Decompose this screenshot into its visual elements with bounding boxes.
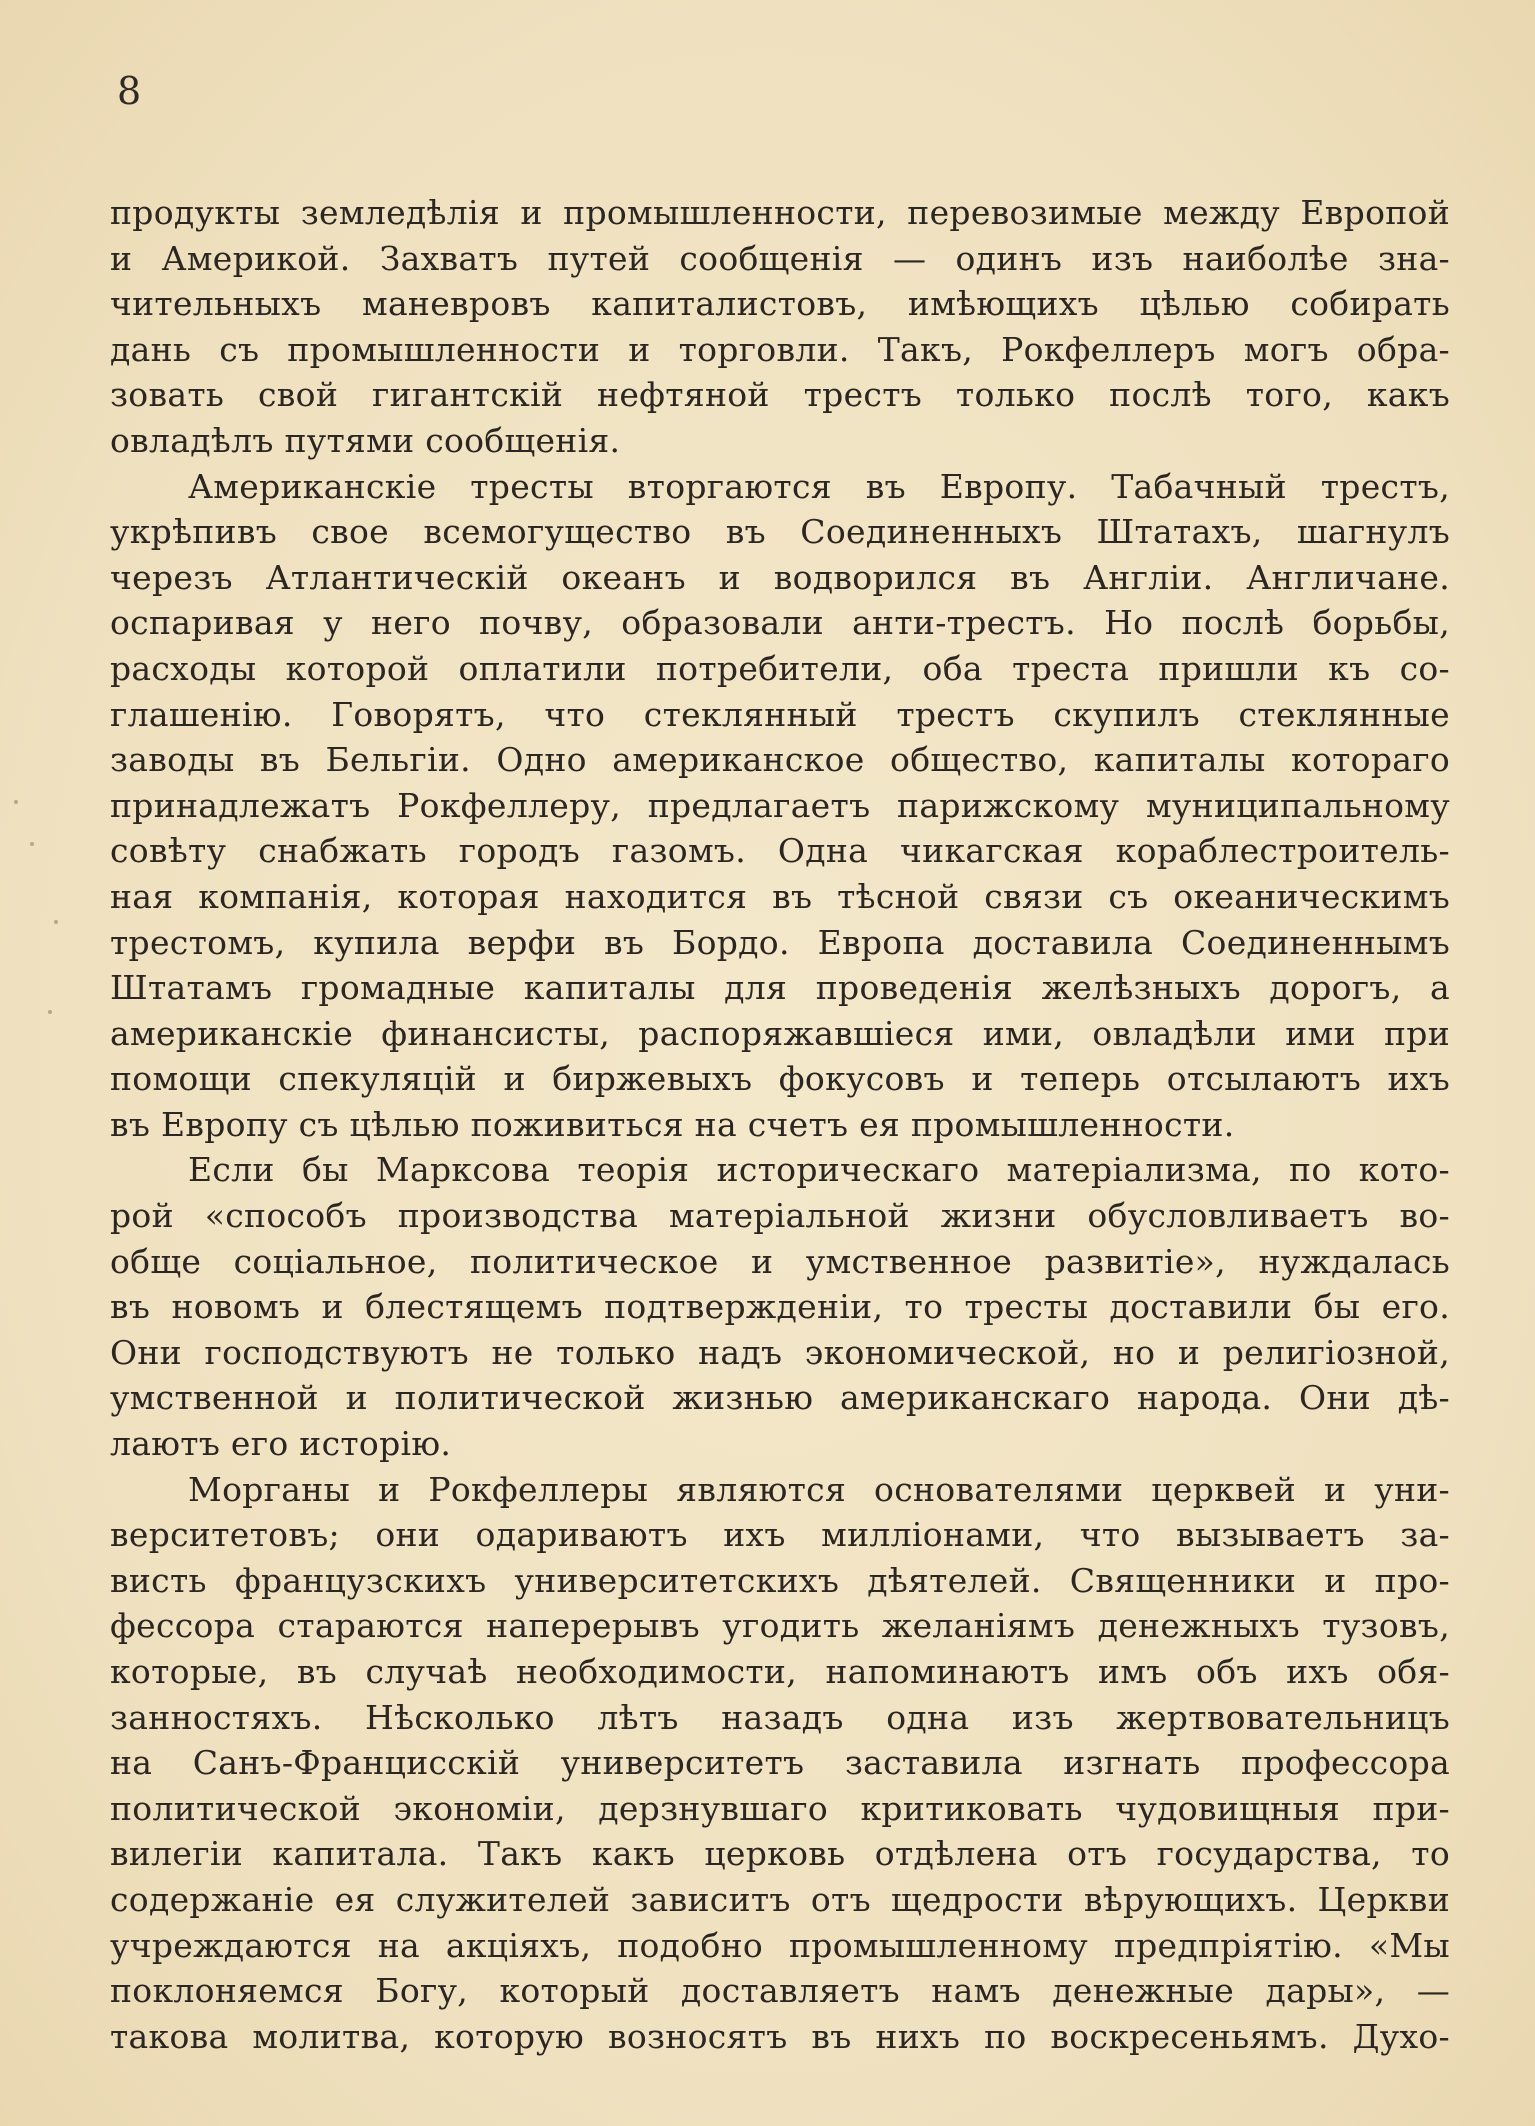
text-line: совѣту снабжать городъ газомъ. Одна чикагская кораблестроитель- xyxy=(110,831,1450,871)
text-line: зовать свой гигантскій нефтяной трестъ только послѣ того, какъ xyxy=(110,375,1450,415)
text-line: продукты земледѣлія и промышленности, перевозимые между Европой xyxy=(110,193,1450,232)
text-line: американскіе финансисты, распоряжавшіеся ими, овладѣли ими при xyxy=(110,1013,1450,1053)
text-line: расходы которой оплатили потребители, оба треста пришли къ со- xyxy=(110,648,1450,688)
text-line: Они господствуютъ не только надъ экономической, но и религіозной, xyxy=(110,1332,1450,1372)
text-line: помощи спекуляцій и биржевыхъ фокусовъ и теперь отсылаютъ ихъ xyxy=(110,1059,1450,1099)
text-line: дань съ промышленности и торговли. Такъ, Рокфеллеръ могъ обра- xyxy=(110,329,1450,369)
paper-speck xyxy=(48,1010,52,1014)
body-text xyxy=(110,190,1450,2059)
text-line: которые, въ случаѣ необходимости, напоминаютъ имъ объ ихъ обя- xyxy=(110,1652,1450,1691)
text-line: поклоняемся Богу, который доставляетъ намъ денежные дары», — xyxy=(110,1971,1450,2011)
text-line: оспаривая у него почву, образовали анти-трестъ. Но послѣ борьбы, xyxy=(110,603,1450,643)
paper-speck xyxy=(14,800,18,804)
text-line: ная компанія, которая находится въ тѣсной связи съ океаническимъ xyxy=(110,876,1450,916)
text-line: чительныхъ маневровъ капиталистовъ, имѣющихъ цѣлью собирать xyxy=(110,284,1450,324)
text-line: овладѣлъ путями сообщенія. xyxy=(110,420,621,460)
text-line: Штатамъ громадные капиталы для проведенія желѣзныхъ дорогъ, а xyxy=(110,968,1450,1008)
page-number: 8 xyxy=(117,69,142,113)
text-line: черезъ Атлантическій океанъ и водворился въ Англіи. Англичане. xyxy=(110,557,1450,597)
text-line: глашенію. Говорятъ, что стеклянный трестъ скупилъ стеклянные xyxy=(110,694,1450,734)
paper-speck xyxy=(30,842,34,846)
paper-speck xyxy=(54,920,58,924)
paragraph-start: Морганы и Рокфеллеры являются основателями церквей и уни- xyxy=(188,1469,1450,1509)
paragraph-start: Американскіе тресты вторгаются въ Европу. Табачный трестъ, xyxy=(188,466,1450,506)
text-line: содержаніе ея служителей зависитъ отъ щедрости вѣрующихъ. Церкви xyxy=(110,1879,1450,1919)
text-line: такова молитва, которую возносятъ въ нихъ по воскресеньямъ. Духо- xyxy=(110,2016,1450,2056)
text-line: лаютъ его исторію. xyxy=(110,1424,452,1464)
text-line: политической экономіи, дерзнувшаго критиковать чудовищныя при- xyxy=(110,1788,1450,1828)
text-line: обще соціальное, политическое и умственное развитіе», нуждалась xyxy=(110,1241,1450,1281)
text-line: и Америкой. Захватъ путей сообщенія — одинъ изъ наиболѣе зна- xyxy=(110,238,1450,278)
text-line: въ новомъ и блестящемъ подтвержденіи, то тресты доставили бы его. xyxy=(110,1287,1450,1327)
text-line: на Санъ-Францисскій университетъ заставила изгнать профессора xyxy=(110,1743,1450,1783)
text-line: въ Европу съ цѣлью поживиться на счетъ ея промышленности. xyxy=(110,1104,1235,1144)
text-line: висть французскихъ университетскихъ дѣятелей. Священники и про- xyxy=(110,1560,1450,1600)
text-line: вилегіи капитала. Такъ какъ церковь отдѣлена отъ государства, то xyxy=(110,1834,1450,1874)
text-line: заводы въ Бельгіи. Одно американское общество, капиталы котораго xyxy=(110,740,1450,780)
text-line: занностяхъ. Нѣсколько лѣтъ назадъ одна изъ жертвовательницъ xyxy=(110,1697,1450,1737)
text-line: принадлежатъ Рокфеллеру, предлагаетъ парижскому муниципальному xyxy=(110,785,1450,825)
text-line: учреждаются на акціяхъ, подобно промышленному предпріятію. «Мы xyxy=(110,1925,1450,1965)
paragraph-start: Если бы Марксова теорія историческаго матеріализма, по кото- xyxy=(188,1150,1450,1190)
text-line: рой «способъ производства матеріальной жизни обусловливаетъ во- xyxy=(110,1196,1450,1236)
text-line: умственной и политической жизнью американскаго народа. Они дѣ- xyxy=(110,1378,1450,1418)
text-line: фессора стараются наперерывъ угодить желаніямъ денежныхъ тузовъ, xyxy=(110,1606,1450,1646)
text-line: верситетовъ; они одариваютъ ихъ милліонами, что вызываетъ за- xyxy=(110,1515,1450,1555)
text-line: трестомъ, купила верфи въ Бордо. Европа доставила Соединеннымъ xyxy=(110,922,1450,962)
text-line: укрѣпивъ свое всемогущество въ Соединенныхъ Штатахъ, шагнулъ xyxy=(110,512,1450,552)
